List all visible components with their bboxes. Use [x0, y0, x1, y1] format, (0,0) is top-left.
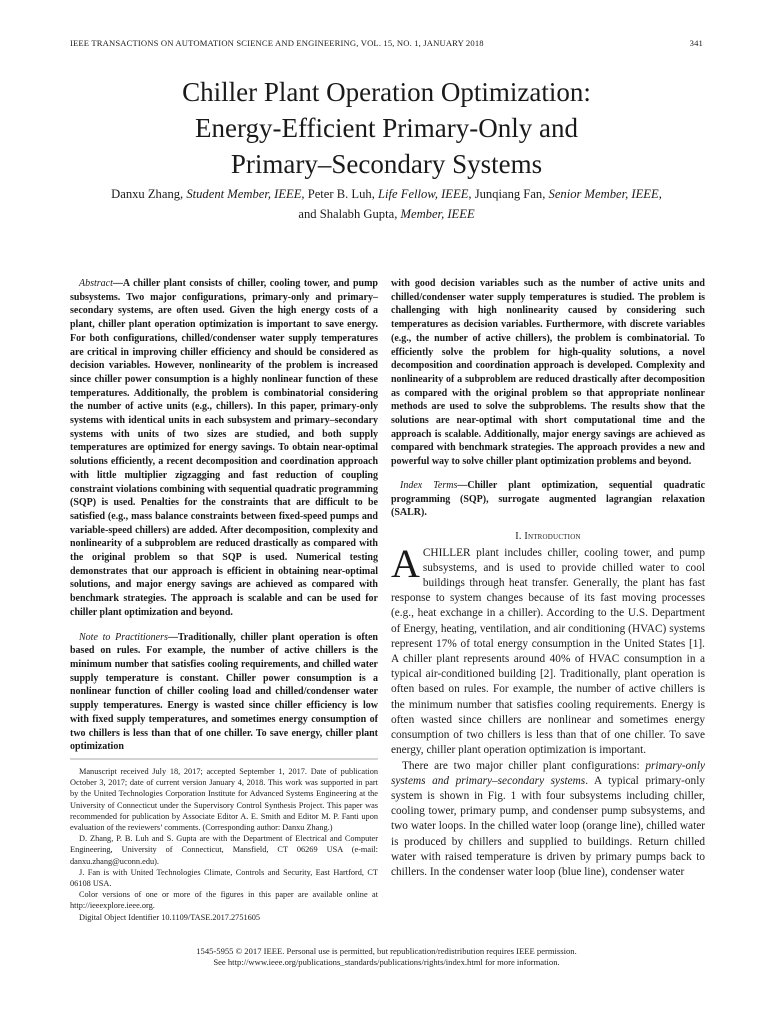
abstract-dash: —: [112, 278, 123, 289]
author-4-name: and Shalabh Gupta,: [298, 207, 398, 221]
note-to-practitioners: [70, 631, 378, 754]
note-dash: —: [167, 631, 178, 643]
abstract-text: A chiller plant consists of chiller, cooling tower, and pump subsystems. Two major configurations, primary-only and primary–secondary systems, are often used. Given the high energy costs of a plant, chiller plant operation optimization is important to save energy. For both configurations, chilled/condenser water supply temperatures are critical in improving chiller efficiency and should be considered as decision variables. However, nonlinearity of the problem is increased since chiller power consumption is a highly nonlinear function of these temperatures. Additionally, the problem is combinatorial considering the number of active units (e.g., chillers). In this paper, primary-only systems with identical units in each subsystem and primary–secondary systems with units of two sizes are studied, and both supply temperatures are optimized for energy savings. To obtain near-optimal solutions efficiently, a recent decomposition and coordination approach with little multiplier zigzagging and fast reduction of coupling constraint violations combining with sequential quadratic programming (SQP) is used. Penalties for the constraints that are difficult to be satisfied (e.g., mass balance constraints between fixed-speed pumps and variable-speed chillers) are added. After decomposition, complexity and nonlinearity of a subproblem are reduced drastically as compared with the original problem so that SQP is used. Numerical testing demonstrates that our approach is efficient in obtaining near-optimal solutions, and major energy savings are achieved as compared with benchmark strategies. The approach is scalable and can be used for chiller plant optimization and beyond.: [70, 278, 378, 618]
intro-p1-text: plant includes chiller, cooling tower, and pump subsystems, and is used to provide chilled water to cool buildings through heat transfer. Generally, the plant has fast response to system changes because of its fast moving processes (e.g., heat exchange in a chiller). According to the U.S. Department of Energy, heating, ventilation, and air conditioning (HVAC) systems represent 17% of total energy consumption in the United States [1]. A chiller plant represents around 40% of HVAC consumption in a typical air-conditioned building [2]. Traditionally, plant operation is often based on rules. For example, the number of active chillers is the minimum number that satisfies cooling requirements. Energy is often wasted since chillers are nonlinear and sometimes energy consumption of two chillers is less than that of one chiller. To save energy, chiller plant operation optimization is important.: [391, 546, 705, 757]
journal-header: IEEE TRANSACTIONS ON AUTOMATION SCIENCE AND ENGINEERING, VOL. 15, NO. 1, JANUARY 2018: [70, 38, 484, 48]
title-line-1: Chiller Plant Operation Optimization:: [182, 77, 591, 107]
copyright-notice: [70, 946, 703, 969]
left-column: [70, 277, 378, 754]
intro-paragraph-1: [391, 540, 705, 759]
copyright-line-1: 1545-5955 © 2017 IEEE. Personal use is permitted, but republication/redistribution requires IEEE permission.: [196, 946, 577, 956]
paper-title: [70, 74, 703, 182]
author-3-tail: ,: [658, 187, 662, 201]
footnote-manuscript: Manuscript received July 18, 2017; accepted September 1, 2017. Date of publication October 3, 2017; date of current version January 4, 2018. This work was supported in part by the United Technologies Corporation Institute for Advanced Systems Engineering at the University of Connecticut under the Supervisory Control Synthesis Project. This paper was recommended for publication by Associate Editor A. E. Smith and Editor M. P. Fanti upon evaluation of the reviewers’ comments. (Corresponding author: Danxu Zhang.): [70, 767, 378, 833]
intro-p2-start: There are two major chiller plant configurations:: [402, 759, 646, 772]
index-terms-text: Chiller plant optimization, sequential quadratic programming (SQP), surrogate augmented lagrangian relaxation (SALR).: [391, 479, 706, 519]
intro-p2-italic: primary-only systems and primary–secondary systems: [391, 759, 705, 787]
running-header: [70, 38, 703, 52]
section-number: I.: [515, 530, 522, 542]
drop-cap: A: [391, 540, 420, 586]
footnote-affiliation-2: J. Fan is with United Technologies Climate, Controls and Security, East Hartford, CT 06108 USA.: [70, 867, 378, 889]
intro-lead: CHILLER: [422, 546, 471, 559]
note-label: Note to Practitioners: [79, 631, 168, 643]
author-3-role: Senior Member, IEEE: [548, 187, 659, 201]
footnote-divider: [70, 758, 378, 760]
author-3-name: , Junqiang Fan,: [468, 187, 546, 201]
note-text: Traditionally, chiller plant operation is often based on rules. For example, the number of active chillers is the minimum number that satisfies cooling requirements, and chilled water supply temperature is constant. Chiller power consumption is a nonlinear function of chiller cooling load and chilled/condenser water supply temperatures. Energy is wasted since chiller efficiency is low with fixed supply temperatures, and sometimes energy consumption of two chillers is less than that of one chiller. To save energy, chiller plant optimization: [70, 631, 378, 753]
title-line-3: Primary–Secondary Systems: [230, 149, 543, 179]
author-line-2: [70, 204, 703, 224]
right-column: [391, 277, 705, 880]
abstract: [70, 277, 378, 620]
index-terms: [391, 479, 705, 520]
author-2-role: Life Fellow, IEEE: [378, 187, 469, 201]
author-line-1: [70, 184, 703, 204]
footnote-affiliation-1: D. Zhang, P. B. Luh and S. Gupta are with the Department of Electrical and Computer Engineering, University of Connecticut, Mansfield, CT 06269 USA (e-mail: danxu.zhang@uconn.edu).: [70, 834, 378, 866]
abstract-label: Abstract: [79, 278, 113, 289]
section-title: Introduction: [524, 530, 581, 542]
author-1-role: Student Member, IEEE: [186, 187, 302, 201]
footnote-doi: Digital Object Identifier 10.1109/TASE.2017.2751605: [79, 912, 261, 922]
index-terms-dash: —: [457, 479, 468, 491]
title-line-2: Energy-Efficient Primary-Only and: [195, 113, 578, 143]
page-number: 341: [689, 38, 703, 48]
intro-paragraph-2: [391, 759, 705, 881]
author-4-role: Member, IEEE: [400, 207, 475, 221]
intro-p2-rest: . A typical primary-only system is shown in Fig. 1 with four subsystems including chiller, cooling tower, primary pump, and condenser pump subsystems, and two water loops. In the chilled water loop (orange line), chilled water is produced by chillers and supplied to buildings. Return chilled water with raised temperature is driven by primary pumps back to chillers. In the condenser water loop (blue line), condenser water: [391, 774, 705, 878]
index-terms-label: Index Terms: [400, 479, 458, 491]
author-2-name: , Peter B. Luh,: [301, 187, 375, 201]
section-heading: [391, 530, 705, 544]
footnotes: [70, 766, 378, 923]
copyright-line-2: See http://www.ieee.org/publications_standards/publications/rights/index.html for more information.: [213, 957, 560, 968]
note-continued: with good decision variables such as the number of active units and chilled/condenser water supply temperatures is studied. The problem is challenging with high nonlinearity caused by considering such temperatures as decision variables. Furthermore, with discrete variables (e.g., the number of active chillers), the problem is combinatorial. To efficiently solve the problem for high-quality solutions, a novel decomposition and coordination approach is developed. Complexity and nonlinearity of a subproblem are reduced drastically after decomposition as compared with the original problem so that appropriate nonlinear methods are used to solve the subproblems. The results show that the solutions are near-optimal with short computational time and the approach is scalable. Additionally, major energy savings are achieved as compared with benchmark strategies. The approach provides a new and powerful way to solve chiller plant optimization problems and beyond.: [391, 278, 705, 468]
author-1-name: Danxu Zhang,: [111, 187, 184, 201]
author-list: [70, 184, 703, 224]
footnote-color: Color versions of one or more of the figures in this paper are available online at http://ieeexplore.ieee.org.: [70, 890, 378, 911]
